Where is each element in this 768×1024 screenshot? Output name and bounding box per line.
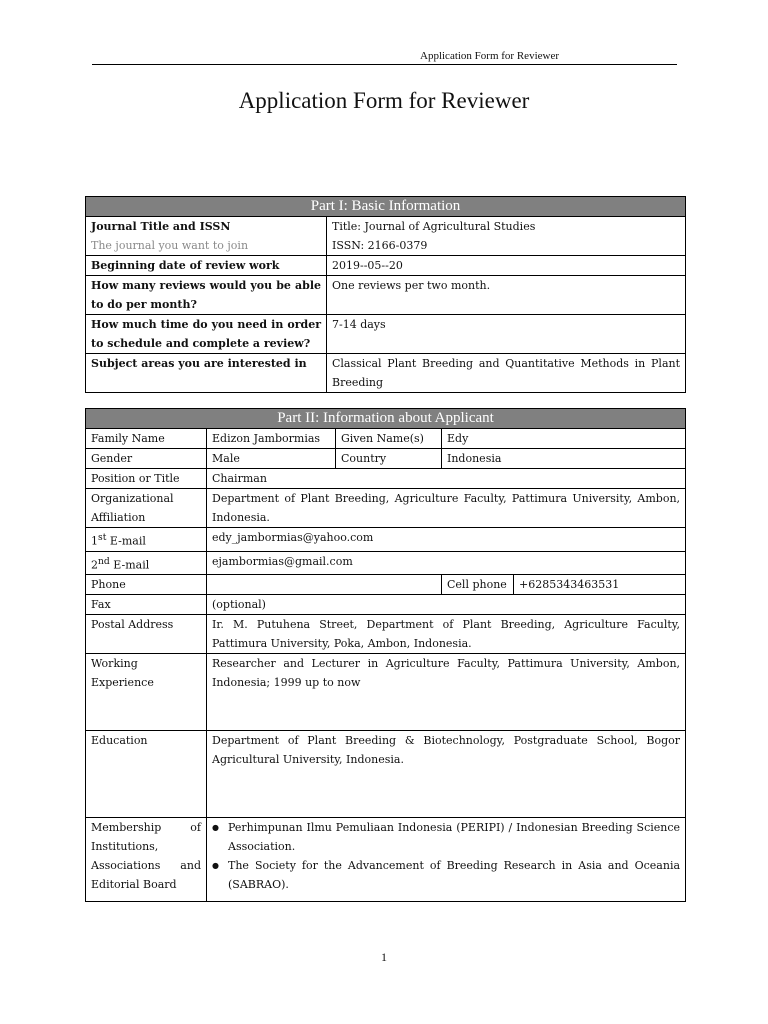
email2-label: E-mail: [109, 558, 150, 572]
country-label: Country: [336, 449, 442, 469]
postal-value[interactable]: Ir. M. Putuhena Street, Department of Plant Breeding, Agriculture Faculty, Pattimura University, Poka, Ambon, Indonesia.: [207, 615, 686, 654]
subject-label: Subject areas you are interested in: [86, 354, 327, 393]
email2-row: [86, 551, 686, 575]
email2-ordinal: nd: [98, 555, 110, 567]
time-value[interactable]: 7-14 days: [327, 315, 686, 354]
membership-item: ● Perhimpunan Ilmu Pemuliaan Indonesia (PERIPI) / Indonesian Breeding Science Association.: [228, 818, 680, 856]
organization-value[interactable]: Department of Plant Breeding, Agriculture Faculty, Pattimura University, Ambon, Indonesia.: [207, 489, 686, 528]
country-value[interactable]: Indonesia: [442, 449, 686, 469]
postal-label: Postal Address: [86, 615, 207, 654]
phone-value[interactable]: [207, 575, 442, 595]
postal-row: [86, 615, 686, 654]
name-row: [86, 429, 686, 449]
page-title: Application Form for Reviewer: [238, 88, 530, 113]
organization-label: Organizational Affiliation: [86, 489, 207, 528]
reviews-row: [86, 276, 686, 315]
part2-heading: Part II: Information about Applicant: [86, 409, 686, 429]
position-label: Position or Title: [86, 469, 207, 489]
part1-heading: Part I: Basic Information: [86, 197, 686, 217]
education-value[interactable]: Department of Plant Breeding & Biotechnology, Postgraduate School, Bogor Agricultural University, Indonesia.: [207, 731, 686, 818]
beginning-row: [86, 256, 686, 276]
gender-row: [86, 449, 686, 469]
journal-label: Journal Title and ISSN: [91, 220, 231, 233]
journal-label-cell: [86, 217, 327, 256]
fax-row: [86, 595, 686, 615]
work-label: Working Experience: [86, 654, 207, 731]
email1-label: E-mail: [106, 534, 146, 548]
running-header-title: Application Form for Reviewer: [420, 50, 559, 62]
work-row: [86, 654, 686, 731]
education-row: [86, 731, 686, 818]
education-label: Education: [86, 731, 207, 818]
gender-label: Gender: [86, 449, 207, 469]
membership-list: [212, 818, 680, 894]
membership-row: [86, 818, 686, 902]
subject-value[interactable]: Classical Plant Breeding and Quantitative Methods in Plant Breeding: [327, 354, 686, 393]
email1-number: 1: [91, 534, 98, 548]
journal-hint: The journal you want to join: [91, 239, 249, 252]
subject-row: [86, 354, 686, 393]
time-label: How much time do you need in order to schedule and complete a review?: [86, 315, 327, 354]
cell-phone-value[interactable]: +6285343463531: [514, 575, 686, 595]
membership-label: Membership of Institutions, Associations and Editorial Board: [86, 818, 207, 902]
email2-number: 2: [91, 558, 98, 572]
applicant-information-table: [85, 408, 686, 902]
time-row: [86, 315, 686, 354]
email2-label-cell: [86, 551, 207, 575]
fax-label: Fax: [86, 595, 207, 615]
journal-title: Title: Journal of Agricultural Studies: [332, 220, 536, 233]
basic-information-table: [85, 196, 686, 393]
work-value[interactable]: Researcher and Lecturer in Agriculture Faculty, Pattimura University, Ambon, Indonesia; 1999 up to now: [207, 654, 686, 731]
email1-label-cell: [86, 528, 207, 552]
given-name-label: Given Name(s): [336, 429, 442, 449]
email2-value[interactable]: ejambormias@gmail.com: [207, 551, 686, 575]
journal-issn: ISSN: 2166-0379: [332, 239, 428, 252]
membership-item: ● The Society for the Advancement of Breeding Research in Asia and Oceania (SABRAO).: [228, 856, 680, 894]
phone-row: [86, 575, 686, 595]
organization-row: [86, 489, 686, 528]
beginning-value[interactable]: 2019--05--20: [327, 256, 686, 276]
gender-value[interactable]: Male: [207, 449, 336, 469]
email1-ordinal: st: [98, 532, 107, 543]
reviews-label: How many reviews would you be able to do per month?: [86, 276, 327, 315]
position-value[interactable]: Chairman: [207, 469, 686, 489]
email1-value[interactable]: edy_jambormias@yahoo.com: [207, 528, 686, 552]
family-name-value[interactable]: Edizon Jambormias: [207, 429, 336, 449]
reviews-value[interactable]: One reviews per two month.: [327, 276, 686, 315]
cell-phone-label: Cell phone: [442, 575, 514, 595]
running-header: [92, 50, 677, 65]
phone-label: Phone: [86, 575, 207, 595]
position-row: [86, 469, 686, 489]
beginning-label: Beginning date of review work: [86, 256, 327, 276]
given-name-value[interactable]: Edy: [442, 429, 686, 449]
page-number: 1: [381, 950, 387, 964]
fax-value[interactable]: (optional): [207, 595, 686, 615]
email1-row: [86, 528, 686, 552]
family-name-label: Family Name: [86, 429, 207, 449]
journal-row: [86, 217, 686, 256]
journal-value-cell[interactable]: [327, 217, 686, 256]
membership-value-cell[interactable]: [207, 818, 686, 902]
